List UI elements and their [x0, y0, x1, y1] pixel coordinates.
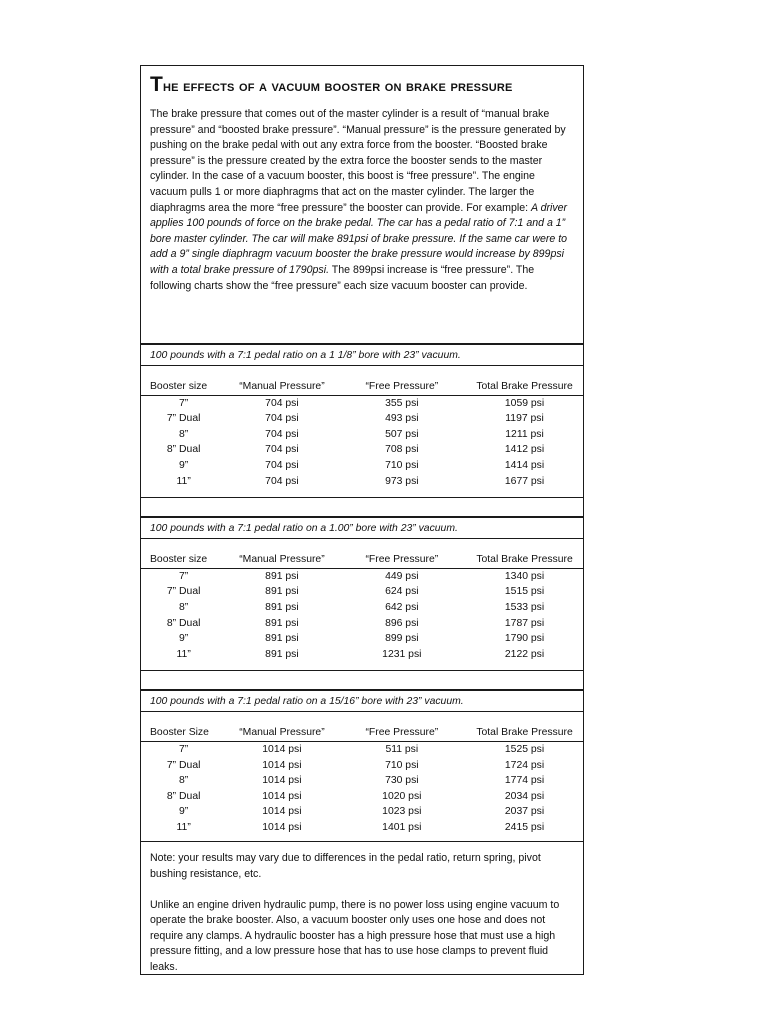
- cell: 8” Dual: [166, 790, 201, 802]
- cell: 2037 psi: [504, 806, 545, 818]
- table-row: [141, 789, 583, 805]
- cell: 507 psi: [385, 428, 419, 440]
- page-title: [150, 75, 574, 97]
- cell: 708 psi: [385, 444, 419, 456]
- cell: 1787 psi: [504, 617, 545, 629]
- cell: 1014 psi: [262, 790, 302, 802]
- header-free-pressure: “Free Pressure”: [338, 725, 467, 741]
- cell: 1020 psi: [382, 790, 422, 802]
- header-free-pressure: “Free Pressure”: [338, 379, 467, 395]
- cell: 1014 psi: [262, 743, 302, 755]
- intro-paragraph: [150, 107, 574, 337]
- table-caption-1: 100 pounds with a 7:1 pedal ratio on a 1 1/8” bore with 23” vacuum.: [150, 350, 461, 361]
- cell: 642 psi: [385, 601, 419, 613]
- header-booster-size: Booster size: [141, 379, 226, 395]
- table-row: [141, 584, 583, 600]
- header-total-pressure: Total Brake Pressure: [466, 552, 583, 568]
- intro-example-text: A driver applies 100 pounds of force on the brake pedal. The car has a pedal ratio of 7:1 and a 1” bore master cylinder. The car will make 891psi of brake pressure. If the same car were to add a 9” single diaphragm vacuum booster the brake pressure would increase by 899psi with a total brake pressure of 1790psi.: [150, 201, 568, 276]
- divider: [141, 497, 583, 498]
- cell: 704 psi: [265, 413, 299, 425]
- cell: 2034 psi: [504, 790, 545, 802]
- header-booster-size: Booster size: [141, 552, 226, 568]
- cell: 891 psi: [265, 586, 299, 598]
- header-manual-pressure: “Manual Pressure”: [226, 379, 337, 395]
- cell: 1412 psi: [504, 444, 545, 456]
- cell: 1790 psi: [504, 633, 545, 645]
- cell: 899 psi: [385, 633, 419, 645]
- intro-text-2: The 899psi increase is “free pressure”. The following charts show the “free pressure” each size vacuum booster can provide.: [150, 263, 535, 292]
- header-booster-size: Booster Size: [141, 725, 226, 741]
- table-caption-3: 100 pounds with a 7:1 pedal ratio on a 15/16” bore with 23” vacuum.: [150, 696, 464, 708]
- cell: 1014 psi: [262, 806, 302, 818]
- cell: 9”: [179, 806, 189, 818]
- cell: 8” Dual: [166, 444, 201, 456]
- pressure-table-2: [141, 552, 583, 662]
- table-row: [141, 474, 583, 490]
- cell: 624 psi: [385, 586, 419, 598]
- cell: 1515 psi: [504, 586, 545, 598]
- cell: 7” Dual: [166, 759, 201, 771]
- header-manual-pressure: “Manual Pressure”: [226, 552, 337, 568]
- table-row: [141, 773, 583, 789]
- notes-section: [141, 842, 583, 975]
- table-row: [141, 758, 583, 774]
- cell: 1414 psi: [504, 459, 545, 471]
- header-free-pressure: “Free Pressure”: [338, 552, 467, 568]
- title-initial: T: [150, 73, 164, 96]
- cell: 891 psi: [265, 570, 299, 582]
- table-row: [141, 458, 583, 474]
- table-header-row: [141, 379, 583, 395]
- cell: 2122 psi: [504, 648, 545, 660]
- cell: 704 psi: [265, 459, 299, 471]
- cell: 7” Dual: [166, 413, 201, 425]
- cell: 710 psi: [385, 759, 419, 771]
- pressure-table-1: [141, 379, 583, 489]
- cell: 8”: [179, 775, 189, 787]
- cell: 511 psi: [385, 743, 419, 755]
- title-text: he effects of a vacuum booster on brake pressure: [163, 78, 513, 95]
- cell: 11”: [176, 475, 191, 487]
- cell: 2415 psi: [504, 821, 545, 833]
- cell: 704 psi: [265, 428, 299, 440]
- intro-text-1: The brake pressure that comes out of the master cylinder is a result of “manual brake pressure” and “boosted brake pressure”. “Manual pressure” is the pressure generated by pushing on the brake pedal with out any extra force from the booster. “Boosted brake pressure” is the pressure created by the extra force the booster sends to the master cylinder. In the case of a vacuum booster, this boost is “free pressure”. The engine vacuum pulls 1 or more diaphragms that act on the master cylinder. The larger the diaphragms area the more “free pressure” the booster can provide. For example:: [150, 108, 566, 214]
- cell: 973 psi: [385, 475, 419, 487]
- table-row: [141, 820, 583, 836]
- cell: 7” Dual: [166, 586, 201, 598]
- cell: 1014 psi: [262, 821, 302, 833]
- cell: 7”: [179, 743, 189, 755]
- cell: 891 psi: [265, 601, 299, 613]
- table-row: [141, 631, 583, 647]
- cell: 704 psi: [265, 397, 299, 409]
- table-row: [141, 600, 583, 616]
- cell: 1401 psi: [382, 821, 422, 833]
- cell: 1023 psi: [382, 806, 422, 818]
- cell: 1525 psi: [504, 743, 545, 755]
- table-row: [141, 427, 583, 443]
- cell: 1774 psi: [504, 775, 545, 787]
- document-card: [140, 65, 584, 975]
- cell: 493 psi: [385, 413, 419, 425]
- header-manual-pressure: “Manual Pressure”: [226, 725, 337, 741]
- divider: [141, 711, 583, 712]
- header-total-pressure: Total Brake Pressure: [466, 725, 583, 741]
- cell: 7”: [179, 397, 189, 409]
- cell: 8”: [179, 601, 189, 613]
- divider: [141, 538, 583, 539]
- cell: 1014 psi: [262, 759, 302, 771]
- table-header-row: [141, 725, 583, 741]
- cell: 8” Dual: [166, 617, 201, 629]
- header-total-pressure: Total Brake Pressure: [466, 379, 583, 395]
- cell: 730 psi: [385, 775, 419, 787]
- pressure-table-3: [141, 725, 583, 835]
- cell: 891 psi: [265, 633, 299, 645]
- table-caption-2: 100 pounds with a 7:1 pedal ratio on a 1.00” bore with 23” vacuum.: [150, 523, 458, 535]
- cell: 355 psi: [385, 397, 419, 409]
- cell: 896 psi: [385, 617, 419, 629]
- cell: 704 psi: [265, 475, 299, 487]
- cell: 11”: [176, 821, 191, 833]
- divider: [141, 670, 583, 671]
- cell: 1677 psi: [504, 475, 545, 487]
- cell: 1211 psi: [505, 428, 544, 440]
- cell: 1340 psi: [504, 570, 545, 582]
- table-row: [141, 568, 583, 584]
- intro-section: [141, 75, 583, 337]
- divider: [141, 365, 583, 366]
- cell: 449 psi: [385, 570, 419, 582]
- cell: 891 psi: [265, 648, 299, 660]
- cell: 710 psi: [385, 459, 419, 471]
- cell: 704 psi: [265, 444, 299, 456]
- table-row: [141, 395, 583, 411]
- cell: 1059 psi: [504, 397, 545, 409]
- cell: 11”: [176, 648, 191, 660]
- cell: 1231 psi: [382, 648, 422, 660]
- table-header-row: [141, 552, 583, 568]
- note-paragraph: Note: your results may vary due to differences in the pedal ratio, return spring, pivot bushing resistance, etc.: [150, 852, 541, 881]
- cell: 1014 psi: [262, 775, 302, 787]
- cell: 1724 psi: [504, 759, 545, 771]
- table-row: [141, 442, 583, 458]
- cell: 1197 psi: [505, 413, 544, 425]
- table-row: [141, 804, 583, 820]
- table-row: [141, 616, 583, 632]
- cell: 1533 psi: [504, 601, 545, 613]
- power-loss-paragraph: Unlike an engine driven hydraulic pump, there is no power loss using engine vacuum to operate the brake booster. Also, a vacuum booster only uses one hose and does not require any clamps. A hydraulic booster has a high pressure hose that must use a high pressure fitting, and a low pressure hose that has to use hose clamps to prevent fluid leaks.: [150, 898, 560, 974]
- table-row: [141, 647, 583, 663]
- table-row: [141, 411, 583, 427]
- cell: 7”: [179, 570, 189, 582]
- cell: 9”: [179, 459, 189, 471]
- table-row: [141, 741, 583, 757]
- cell: 8”: [179, 428, 189, 440]
- cell: 891 psi: [265, 617, 299, 629]
- cell: 9”: [179, 633, 189, 645]
